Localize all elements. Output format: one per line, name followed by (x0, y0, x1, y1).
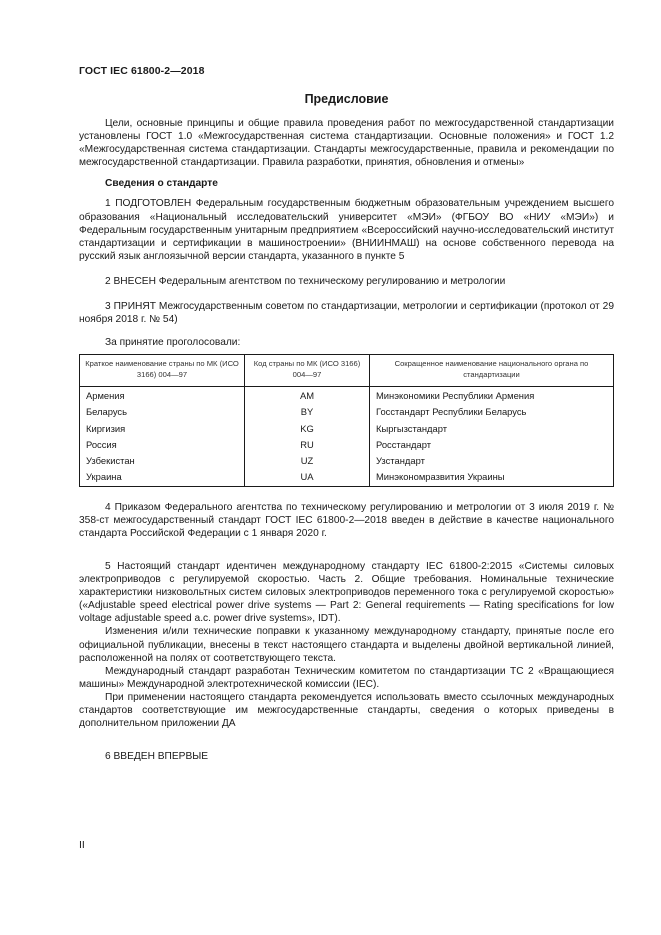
body-cell: Минэкономики Республики Армения (370, 387, 614, 405)
body-cell: Кыргызстандарт (370, 421, 614, 437)
table-row (80, 421, 614, 437)
foreword-body (79, 117, 614, 763)
table-row (80, 469, 614, 486)
item-6-paragraph: 6 ВВЕДЕН ВПЕРВЫЕ (105, 751, 209, 763)
item-1-paragraph: 1 ПОДГОТОВЛЕН Федеральным государственным бюджетным образовательным учреждением высшего образования «Национальный исследовательский университет «МЭИ» (ФГБОУ ВО «НИУ «МЭИ») и Федеральным государственным унитарным предприятием «Всероссийский научно-исследовательский институт стандартизации и сертификации в машиностроении» (ВНИИНМАШ) на основе собственного перевода на русский язык англоязычной версии стандарта, указанного в пункте 5 (79, 198, 614, 262)
country-cell: Беларусь (80, 405, 245, 421)
table-row (80, 405, 614, 421)
item-5-committee-paragraph: Международный стандарт разработан Техническим комитетом по стандартизации ТС 2 «Вращающиеся машины» Международной электротехнической комиссии (IEC). (79, 665, 614, 690)
vote-label: За принятие проголосовали: (105, 337, 241, 349)
table-header-country: Краткое наименование страны по МК (ИСО 3166) 004—97 (80, 355, 245, 387)
item-5-paragraph: 5 Настоящий стандарт идентичен международному стандарту IEC 61800-2:2015 «Системы силовых электроприводов с регулируемой скоростью. Часть 2. Общие требования. Номинальные технические характеристики низковольтных систем силовых электроприводов переменного тока с регулируемой скоростью» («Adjustable speed electrical power drive systems — Part 2: General requirements — Rating specifications for low voltage adjustable speed a.c. power drive systems», IDT). (79, 560, 614, 625)
table-row (80, 437, 614, 453)
body-cell: Узстандарт (370, 453, 614, 469)
country-cell: Узбекистан (80, 453, 245, 469)
country-cell: Россия (80, 437, 245, 453)
body-cell: Минэкономразвития Украины (370, 469, 614, 486)
code-cell: AM (245, 387, 370, 405)
body-cell: Госстандарт Республики Беларусь (370, 405, 614, 421)
item-5-amendments-paragraph: Изменения и/или технические поправки к указанному международному стандарту, принятые после его официальной публикации, внесены в текст настоящего стандарта и выделены двойной вертикальной линией, расположенной на полях от соответствующего текста. (79, 626, 614, 664)
code-cell: UA (245, 469, 370, 486)
page-number: II (79, 839, 85, 851)
country-cell: Армения (80, 387, 245, 405)
page-title: Предисловие (304, 92, 389, 106)
voting-table (79, 354, 614, 486)
item-5-references-paragraph: При применении настоящего стандарта рекомендуется использовать вместо ссылочных международных стандартов соответствующие им межгосударственные стандарты, сведения о которых приведены в дополнительном приложении ДА (79, 691, 614, 730)
table-header-row (80, 355, 614, 387)
item-2-paragraph: 2 ВНЕСЕН Федеральным агентством по техническому регулированию и метрологии (105, 275, 506, 287)
item-4-paragraph: 4 Приказом Федерального агентства по техническому регулированию и метрологии от 3 июля 2019 г. № 358-ст межгосударственный стандарт ГОСТ IEC 61800-2—2018 введен в действие в качестве национального стандарта Российской Федерации с 1 января 2020 г. (79, 501, 614, 539)
table-header-body: Сокращенное наименование национального органа по стандартизации (370, 355, 614, 387)
country-cell: Киргизия (80, 421, 245, 437)
code-cell: KG (245, 421, 370, 437)
intro-paragraph: Цели, основные принципы и общие правила проведения работ по межгосударственной стандартизации установлены ГОСТ 1.0 «Межгосударственная система стандартизации. Основные положения» и ГОСТ 1.2 «Межгосударственная система стандартизации. Стандарты межгосударственные, правила и рекомендации по межгосударственной стандартизации. Правила разработки, принятия, обновления и отмены» (79, 118, 614, 169)
country-cell: Украина (80, 469, 245, 486)
code-cell: RU (245, 437, 370, 453)
code-cell: UZ (245, 453, 370, 469)
item-3-paragraph: 3 ПРИНЯТ Межгосударственным советом по стандартизации, метрологии и сертификации (протокол от 29 ноября 2018 г. № 54) (79, 301, 614, 326)
document-header: ГОСТ IEC 61800-2—2018 (79, 65, 205, 77)
table-row (80, 453, 614, 469)
body-cell: Росстандарт (370, 437, 614, 453)
table-header-code: Код страны по МК (ИСО 3166) 004—97 (245, 355, 370, 387)
section-heading: Сведения о стандарте (105, 178, 218, 190)
code-cell: BY (245, 405, 370, 421)
table-row (80, 387, 614, 405)
